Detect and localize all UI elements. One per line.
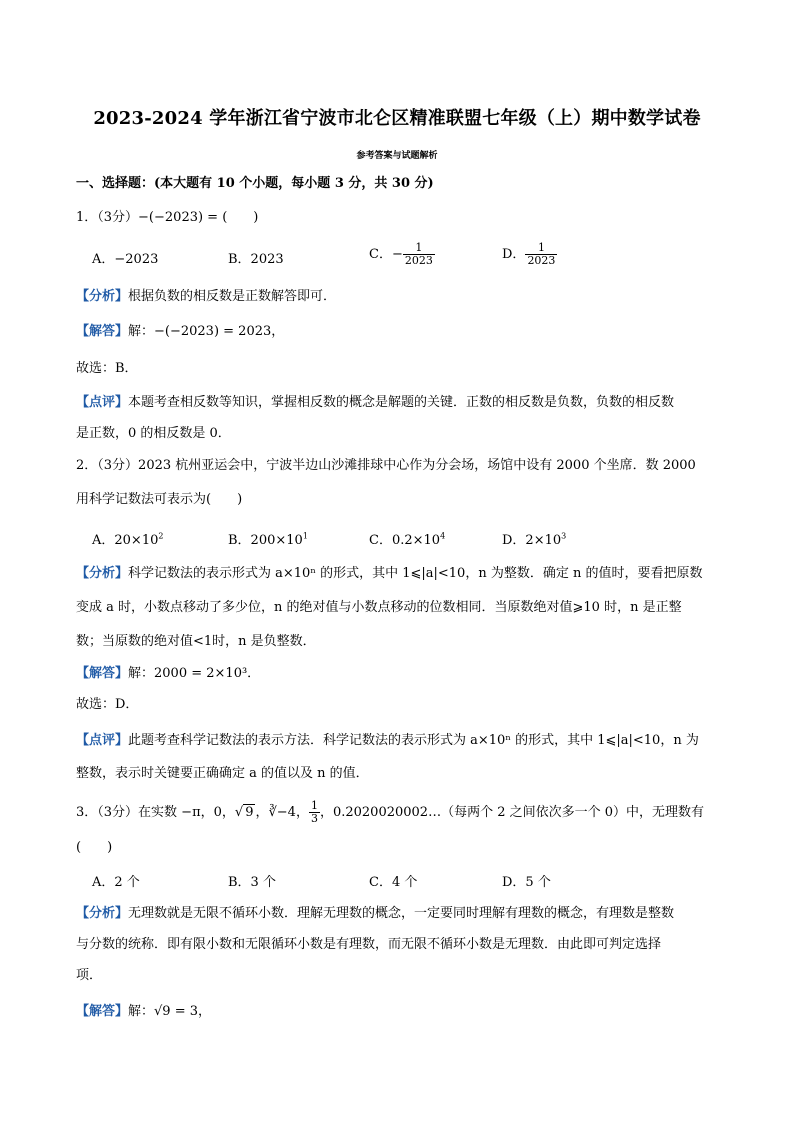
q3-fraction-one-third — [309, 800, 320, 825]
q1-analysis-text: 根据负数的相反数是正数解答即可． — [128, 289, 337, 304]
page-title: 2023-2024 学年浙江省宁波市北仑区精准联盟七年级（上）期中数学试卷 — [93, 108, 701, 129]
q3-analysis-text-1: 无理数就是无限不循环小数．理解无理数的概念，一定要同时理解有理数的概念，有理数是整数 — [128, 906, 675, 921]
analysis-tag: 【分析】 — [76, 906, 129, 921]
q1-answer — [76, 322, 724, 342]
q1-answer-text: 解：−(−2023) = 2023， — [128, 324, 285, 339]
q1-analysis — [76, 287, 724, 307]
fraction-denominator: 2023 — [527, 254, 556, 267]
q2-comment-text-1: 此题考查科学记数法的表示方法．科学记数法的表示形式为 a×10ⁿ 的形式，其中 1⩽|a|<10，n 为 — [128, 733, 699, 748]
q2-option-d-exp: 3 — [561, 531, 567, 541]
answer-tag: 【解答】 — [76, 666, 129, 681]
q1-option-b: B．2023 — [228, 252, 284, 267]
q1-option-c-fraction — [403, 242, 435, 267]
q3-analysis — [76, 904, 724, 924]
q2-option-b — [228, 529, 308, 548]
q3-answer-text: 解：√9 = 3， — [128, 1004, 211, 1019]
q3-stem-2: ( ) — [76, 840, 113, 855]
fraction-numerator: 1 — [525, 242, 557, 255]
cube-root-neg4: ∛−4 — [268, 805, 296, 820]
analysis-tag: 【分析】 — [76, 289, 129, 304]
q2-answer-text: 解：2000 = 2×10³． — [128, 666, 261, 681]
analysis-tag: 【分析】 — [76, 566, 129, 581]
q2-choose: 故选：D． — [76, 697, 139, 712]
q3-answer — [76, 1002, 724, 1022]
q2-option-d — [502, 529, 566, 548]
comment-tag: 【点评】 — [76, 395, 129, 410]
q3-option-a: A．2 个 — [92, 875, 140, 890]
q2-option-a-base: A．20×10 — [92, 533, 159, 548]
comment-tag: 【点评】 — [76, 733, 129, 748]
section-heading: 一、选择题：(本大题有 10 个小题，每小题 3 分，共 30 分) — [76, 176, 434, 191]
q3-analysis-cont-2: 项． — [76, 968, 103, 983]
q1-option-c-label: C．− — [369, 247, 403, 262]
q2-analysis — [76, 564, 724, 584]
q3-stem-1: 3．（3分）在实数 −π，0，√ 9 ，∛−4， $\frac{1}{3}$ ，0.2020020002…（每两个 2 之间依次多一个 0）中，无理数有 — [76, 799, 705, 825]
fraction-numerator: 1 — [403, 242, 435, 255]
q1-option-d — [502, 242, 557, 267]
sqrt-9: √ 9 — [234, 805, 254, 820]
q1-option-c — [369, 242, 435, 267]
q2-analysis-text-1: 科学记数法的表示形式为 a×10ⁿ 的形式，其中 1⩽|a|<10，n 为整数．确定 n 的值时，要看把原数 — [128, 566, 703, 581]
q3-option-c: C．4 个 — [369, 875, 418, 890]
q3-stem-end: ，0.2020020002…（每两个 2 之间依次多一个 0）中，无理数有 — [319, 805, 705, 820]
q1-comment-cont: 是正数，0 的相反数是 0． — [76, 426, 231, 441]
q2-comment-cont: 整数，表示时关键要正确确定 a 的值以及 n 的值． — [76, 766, 369, 781]
q1-option-d-label: D． — [502, 247, 526, 262]
q2-option-a — [92, 529, 163, 548]
q2-option-c-base: C．0.2×10 — [369, 533, 441, 548]
q2-analysis-cont-1: 变成 a 时，小数点移动了多少位，n 的绝对值与小数点移动的位数相同．当原数绝对值⩾10 时，n 是正整 — [76, 600, 682, 615]
answer-tag: 【解答】 — [76, 324, 129, 339]
q2-option-b-base: B．200×10 — [228, 533, 303, 548]
q3-option-d: D．5 个 — [502, 875, 551, 890]
q2-stem-1: 2．（3分）2023 杭州亚运会中，宁波半边山沙滩排球中心作为分会场，场馆中设有 2000 个坐席．数 2000 — [76, 458, 696, 473]
q3-stem-start: 3．（3分）在实数 −π，0， — [76, 805, 235, 820]
q2-option-d-base: D．2×10 — [502, 533, 562, 548]
q2-stem-2: 用科学记数法可表示为( ) — [76, 492, 243, 507]
q3-analysis-cont-1: 与分数的统称．即有限小数和无限循环小数是有理数，而无限不循环小数是无理数．由此即可判定选择 — [76, 937, 662, 952]
page-subtitle: 参考答案与试题解析 — [356, 151, 438, 161]
q1-choose: 故选：B． — [76, 361, 138, 376]
q2-option-b-exp: 1 — [302, 531, 308, 541]
q1-comment — [76, 393, 724, 413]
sqrt-9-radicand: 9 — [245, 805, 254, 820]
q1-comment-text-1: 本题考查相反数等知识，掌握相反数的概念是解题的关键．正数的相反数是负数，负数的相反数 — [128, 395, 675, 410]
fraction-denominator: 3 — [310, 812, 318, 825]
q2-comment — [76, 731, 724, 751]
fraction-numerator: 1 — [310, 799, 318, 812]
q3-option-b: B．3 个 — [228, 875, 276, 890]
q2-analysis-cont-2: 数；当原数的绝对值<1时，n 是负整数． — [76, 634, 316, 649]
fraction-denominator: 2023 — [404, 254, 433, 267]
q1-stem: 1．（3分）−(−2023) = ( ) — [76, 210, 259, 225]
answer-tag: 【解答】 — [76, 1004, 129, 1019]
q2-answer — [76, 664, 724, 684]
q2-option-a-exp: 2 — [158, 531, 164, 541]
q2-option-c — [369, 529, 445, 548]
q2-option-c-exp: 4 — [440, 531, 446, 541]
q1-option-d-fraction — [525, 242, 557, 267]
q1-option-a: A．−2023 — [92, 252, 159, 267]
